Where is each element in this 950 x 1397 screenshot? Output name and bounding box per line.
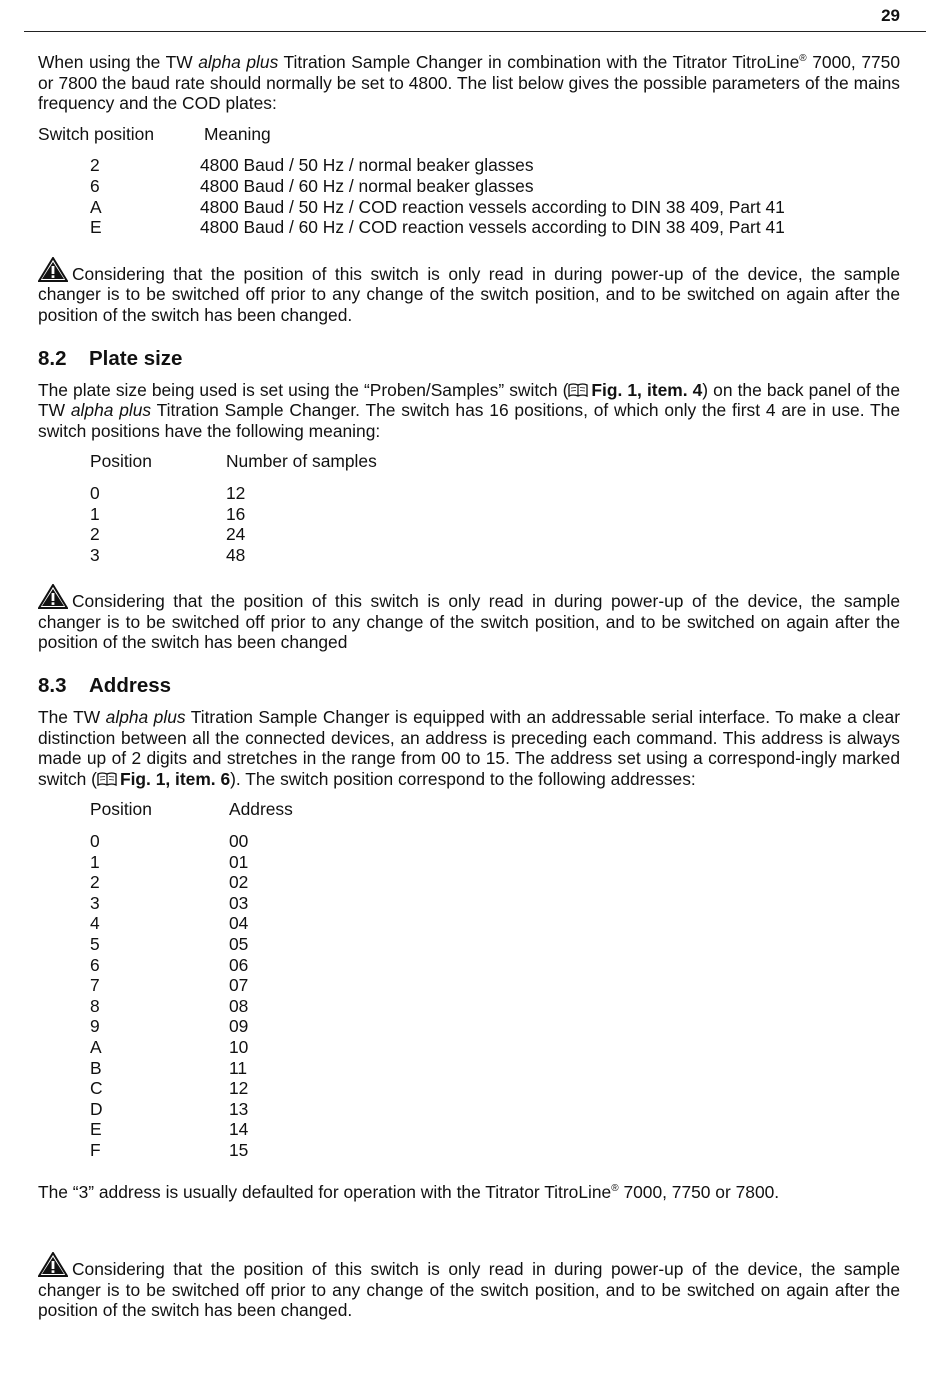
cell: B <box>90 1057 102 1078</box>
cell: 2 <box>90 524 100 545</box>
brand-name: alpha plus <box>198 52 279 72</box>
table-row <box>90 1099 900 1120</box>
cell: 07 <box>229 975 249 996</box>
cell: 2 <box>90 872 100 893</box>
header-rule <box>24 31 926 32</box>
section-number: 8.3 <box>38 674 67 698</box>
cell: 09 <box>229 1016 249 1037</box>
warning-text: Considering that the position of this switch is only read in during power-up of the device, the sample changer is to be switched off prior to any change of the switch position, and to be switched on again after the position of the switch has been changed. <box>38 1259 900 1321</box>
column-header: Number of samples <box>226 451 377 472</box>
table-row <box>90 934 900 955</box>
warning-paragraph <box>38 257 900 326</box>
cell: 7 <box>90 975 100 996</box>
cell: 6 <box>90 175 100 196</box>
cell: 0 <box>90 482 100 503</box>
table-row <box>38 176 900 197</box>
cell: 02 <box>229 872 249 893</box>
cell: 11 <box>229 1057 248 1078</box>
table-row <box>90 545 900 566</box>
table-row <box>90 1016 900 1037</box>
cell: 1 <box>90 851 100 872</box>
warning-paragraph <box>38 584 900 653</box>
cell: C <box>90 1078 103 1099</box>
table-header <box>90 799 900 820</box>
cell: 08 <box>229 995 249 1016</box>
cell: 06 <box>229 954 249 975</box>
column-header: Position <box>90 451 152 472</box>
cell: 00 <box>229 831 249 852</box>
table-header <box>90 451 900 472</box>
warning-paragraph <box>38 1252 900 1321</box>
table-row <box>90 483 900 504</box>
column-header: Meaning <box>204 123 271 144</box>
cell: 6 <box>90 954 100 975</box>
cell: 12 <box>226 482 246 503</box>
table-row <box>38 197 900 218</box>
cell: 2 <box>90 155 100 176</box>
cell: 3 <box>90 892 100 913</box>
table-row <box>90 1058 900 1079</box>
table-row <box>90 955 900 976</box>
cell: 9 <box>90 1016 100 1037</box>
cell: 01 <box>229 851 249 872</box>
table-row <box>90 893 900 914</box>
warning-triangle-icon <box>38 257 68 282</box>
cell: 16 <box>226 503 246 524</box>
address-paragraph <box>38 707 900 789</box>
body-text: The plate size being used is set using the “Proben/Samples” switch ( <box>38 379 569 400</box>
intro-text: Titration Sample Changer in combination with the Titrator TitroLine <box>278 52 800 72</box>
baud-table-header <box>38 124 900 145</box>
column-header: Switch position <box>38 123 154 144</box>
section-heading-plate-size <box>38 347 900 371</box>
table-row <box>38 155 900 176</box>
cell: 14 <box>229 1119 249 1140</box>
page-content <box>38 52 900 1321</box>
figure-reference: Fig. 1, item. 6 <box>119 768 231 789</box>
cell: 1 <box>90 503 100 524</box>
intro-paragraph <box>38 52 900 114</box>
body-text: Titration Sample Changer. The switch has 16 positions, of which only the first 4 are in use. The switch positions have the following meaning: <box>38 400 900 441</box>
registered-mark: ® <box>799 53 807 64</box>
plate-size-paragraph <box>38 380 900 442</box>
table-row <box>90 524 900 545</box>
section-heading-address <box>38 674 900 698</box>
body-text: Titration Sample Changer is equipped with an addressable serial interface. To make a clear distinction between all the connected devices, an address is preceding each command. This address is always made up of 2 digits and stretches in the range from 00 to 15. The address set using a correspond-ingly marked switch ( <box>38 707 900 789</box>
intro-text: When using the TW <box>38 52 199 72</box>
cell: 05 <box>229 934 249 954</box>
table-row <box>90 1119 900 1140</box>
cell: 4800 Baud / 60 Hz / COD reaction vessels according to DIN 38 409, Part 41 <box>200 217 785 238</box>
table-row <box>90 913 900 934</box>
cell: 13 <box>229 1098 249 1119</box>
intro-text: 7000, 7750 or 7800 the baud rate should normally be set to 4800. The list below gives the possible parameters of the mains frequency and the COD plates: <box>38 52 901 114</box>
table-row <box>90 1037 900 1058</box>
table-row <box>90 852 900 873</box>
table-row <box>90 1078 900 1099</box>
table-row <box>90 831 900 852</box>
warning-triangle-icon <box>38 584 68 609</box>
table-row <box>90 975 900 996</box>
cell: 15 <box>229 1139 249 1160</box>
brand-name: alpha plus <box>70 400 152 421</box>
body-text: ). The switch position correspond to the following addresses: <box>230 768 696 789</box>
default-address-paragraph <box>38 1182 900 1203</box>
body-text: The TW <box>38 707 106 728</box>
section-number: 8.2 <box>38 346 67 370</box>
cell: F <box>90 1139 101 1160</box>
section-title: Address <box>89 674 172 698</box>
cell: E <box>90 1119 102 1140</box>
table-row <box>90 1140 900 1161</box>
cell: E <box>90 217 102 238</box>
book-icon <box>568 383 588 397</box>
cell: 4 <box>90 913 100 934</box>
cell: 48 <box>226 544 246 565</box>
brand-name: alpha plus <box>105 707 186 728</box>
column-header: Position <box>90 799 152 820</box>
registered-mark: ® <box>611 1182 619 1194</box>
cell: 4800 Baud / 50 Hz / normal beaker glasses <box>200 155 534 176</box>
table-row <box>38 217 900 238</box>
table-row <box>90 872 900 893</box>
table-row <box>90 504 900 525</box>
figure-reference: Fig. 1, item. 4 <box>591 379 703 400</box>
cell: A <box>90 1036 102 1057</box>
cell: 4800 Baud / 50 Hz / COD reaction vessels according to DIN 38 409, Part 41 <box>200 196 785 217</box>
book-icon <box>97 772 117 786</box>
body-text: The “3” address is usually defaulted for operation with the Titrator TitroLine <box>38 1181 612 1202</box>
warning-triangle-icon <box>38 1252 68 1277</box>
table-row <box>90 996 900 1017</box>
cell: 0 <box>90 831 100 852</box>
plate-size-table <box>38 451 900 565</box>
body-text: 7000, 7750 or 7800. <box>618 1181 780 1202</box>
cell: 8 <box>90 995 100 1016</box>
cell: 04 <box>229 913 249 934</box>
cell: 10 <box>229 1036 249 1057</box>
cell: 5 <box>90 934 100 954</box>
baud-table <box>38 155 900 237</box>
warning-text: Considering that the position of this switch is only read in during power-up of the device, the sample changer is to be switched off prior to any change of the switch position, and to be switched on again after the position of the switch has been changed <box>38 591 900 653</box>
cell: 03 <box>229 892 249 913</box>
cell: 12 <box>229 1078 249 1099</box>
section-title: Plate size <box>89 346 183 370</box>
address-table <box>38 799 900 1160</box>
cell: 4800 Baud / 60 Hz / normal beaker glasses <box>200 175 534 196</box>
cell: 3 <box>90 544 100 565</box>
cell: 24 <box>226 524 246 545</box>
column-header: Address <box>229 799 293 820</box>
warning-text: Considering that the position of this switch is only read in during power-up of the device, the sample changer is to be switched off prior to any change of the switch position, and to be switched on again after the position of the switch has been changed. <box>38 263 900 325</box>
cell: A <box>90 196 102 217</box>
cell: D <box>90 1098 103 1119</box>
page-number: 29 <box>881 6 900 25</box>
body-text: ) on the back panel of the TW <box>38 379 900 421</box>
